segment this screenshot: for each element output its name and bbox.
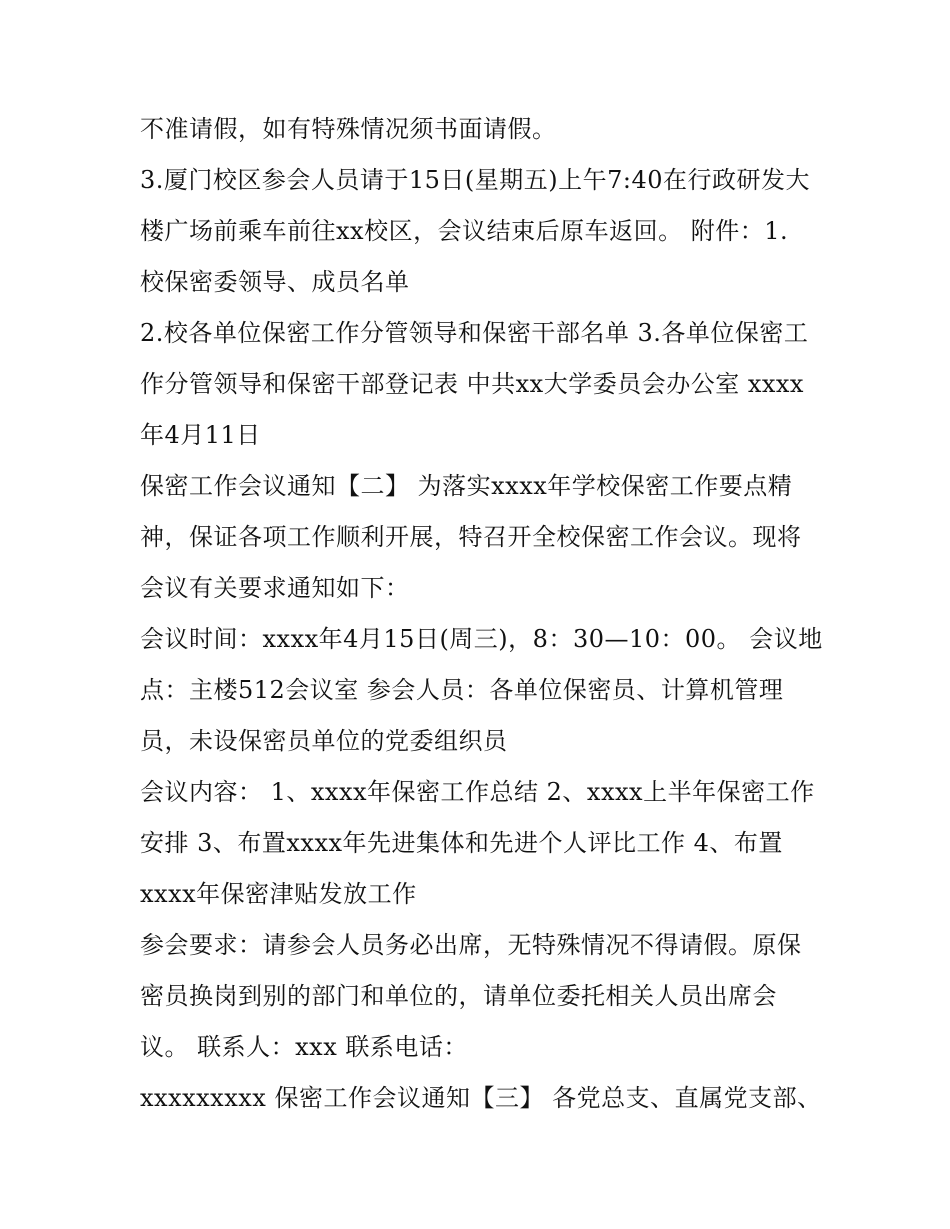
text-line: 校保密委领导、成员名单	[140, 268, 410, 296]
text-line: 安排 3、布置xxxx年先进集体和先进个人评比工作 4、布置	[140, 829, 783, 857]
text-line: 不准请假，如有特殊情况须书面请假。	[140, 115, 557, 143]
text-line: 会议内容： 1、xxxx年保密工作总结 2、xxxx上半年保密工作	[140, 778, 815, 806]
text-line: xxxx年保密津贴发放工作	[140, 880, 417, 908]
text-line: 会议时间：xxxx年4月15日(周三)，8：30—10：00。 会议地	[140, 625, 823, 653]
text-line: 2.校各单位保密工作分管领导和保密干部名单 3.各单位保密工	[140, 319, 809, 347]
text-line: 作分管领导和保密干部登记表 中共xx大学委员会办公室 xxxx	[140, 370, 804, 398]
text-line: 会议有关要求通知如下：	[140, 574, 410, 602]
text-line: 年4月11日	[140, 421, 261, 449]
text-line: 员，未设保密员单位的党委组织员	[140, 727, 508, 755]
text-line: 神，保证各项工作顺利开展，特召开全校保密工作会议。现将	[140, 523, 802, 551]
text-line: 密员换岗到别的部门和单位的，请单位委托相关人员出席会	[140, 982, 777, 1010]
text-line: 议。 联系人：xxx 联系电话：	[140, 1033, 468, 1061]
text-line: 楼广场前乘车前往xx校区，会议结束后原车返回。 附件：1.	[140, 217, 789, 245]
text-line: xxxxxxxxx 保密工作会议通知【三】 各党总支、直属党支部、	[140, 1084, 822, 1112]
text-line: 保密工作会议通知【二】 为落实xxxx年学校保密工作要点精	[140, 472, 793, 500]
text-line: 3.厦门校区参会人员请于15日(星期五)上午7:40在行政研发大	[140, 166, 811, 194]
text-line: 点：主楼512会议室 参会人员：各单位保密员、计算机管理	[140, 676, 784, 704]
text-line: 参会要求：请参会人员务必出席，无特殊情况不得请假。原保	[140, 931, 802, 959]
